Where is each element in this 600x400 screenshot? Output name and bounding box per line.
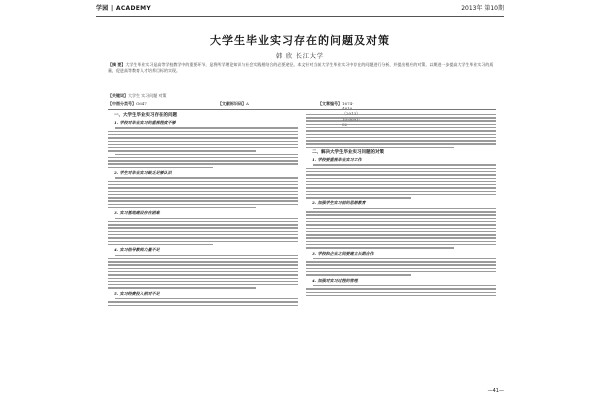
doc-value: A	[246, 101, 249, 106]
keywords	[108, 93, 167, 99]
page-number: —41—	[487, 388, 504, 394]
body-paragraph	[108, 177, 298, 208]
art-value: 1674-4810	[342, 101, 354, 111]
right-column	[306, 112, 496, 386]
issue-label: 2013年 第10期	[461, 5, 504, 12]
keywords-label: 【关键词】	[108, 93, 128, 98]
article-title: 大学生毕业实习存在的问题及对策	[210, 34, 390, 47]
clc-value: G647	[136, 101, 147, 106]
subheading-2-1: 1. 学校要重视毕业实习工作	[312, 156, 362, 162]
header-divider	[108, 109, 496, 110]
body-paragraph	[306, 208, 496, 249]
abstract-text: 大学生毕业实习是高等学校教学中的重要环节，是将所学理论知识与社会实践相结合的必要途径。本文针对当前大学生毕业实习中存在的问题进行分析，并提出相应的对策，以期进一步提高大学生毕业实习的质量，促进高等教育人才培养目标的实现。	[108, 62, 494, 73]
body-paragraph	[306, 164, 496, 198]
subheading-1-3: 3. 实习基地建设存在困难	[114, 210, 160, 216]
doc-label: 【文献标识码】	[218, 101, 246, 106]
subheading-2-3: 3. 学校和企业之间要建立长期合作	[312, 250, 374, 256]
section-heading-1: 一、大学生毕业实习存在的问题	[114, 113, 177, 118]
abstract	[108, 62, 496, 74]
subheading-1-5: 5. 实习经费投入相对不足	[114, 290, 160, 296]
journal-name: 学园 | ACADEMY	[96, 5, 152, 12]
body-paragraph	[108, 127, 298, 168]
body-paragraph	[306, 114, 496, 148]
clc-label: 【中图分类号】	[108, 101, 136, 106]
body-paragraph	[306, 285, 496, 296]
art-group	[318, 101, 354, 111]
body-paragraph	[108, 298, 298, 306]
body-paragraph	[108, 218, 298, 246]
subheading-1-2: 2. 学生对毕业实习缺乏足够认识	[114, 170, 172, 176]
art-label: 【文章编号】	[318, 101, 342, 106]
subheading-1-4: 4. 实习指导教师力量不足	[114, 247, 160, 253]
doc-group	[218, 101, 249, 107]
subheading-2-4: 4. 加强对实习过程的管理	[312, 277, 358, 283]
subheading-1-1: 1. 学校对毕业实习的重视程度不够	[114, 120, 176, 125]
classification-line	[108, 101, 496, 109]
keywords-text: 大学生 实习问题 对策	[128, 93, 167, 98]
section-heading-2: 二、解决大学生毕业实习问题的对策	[312, 149, 384, 155]
left-column	[108, 112, 298, 386]
clc-group	[108, 101, 147, 107]
author-line: 韩 欣 长江大学	[276, 53, 324, 60]
body-paragraph	[306, 258, 496, 276]
body-paragraph	[108, 255, 298, 289]
abstract-label: 【摘 要】	[108, 62, 126, 67]
subheading-2-2: 2. 加强学生实习前的思想教育	[312, 200, 366, 206]
running-header	[96, 0, 504, 17]
